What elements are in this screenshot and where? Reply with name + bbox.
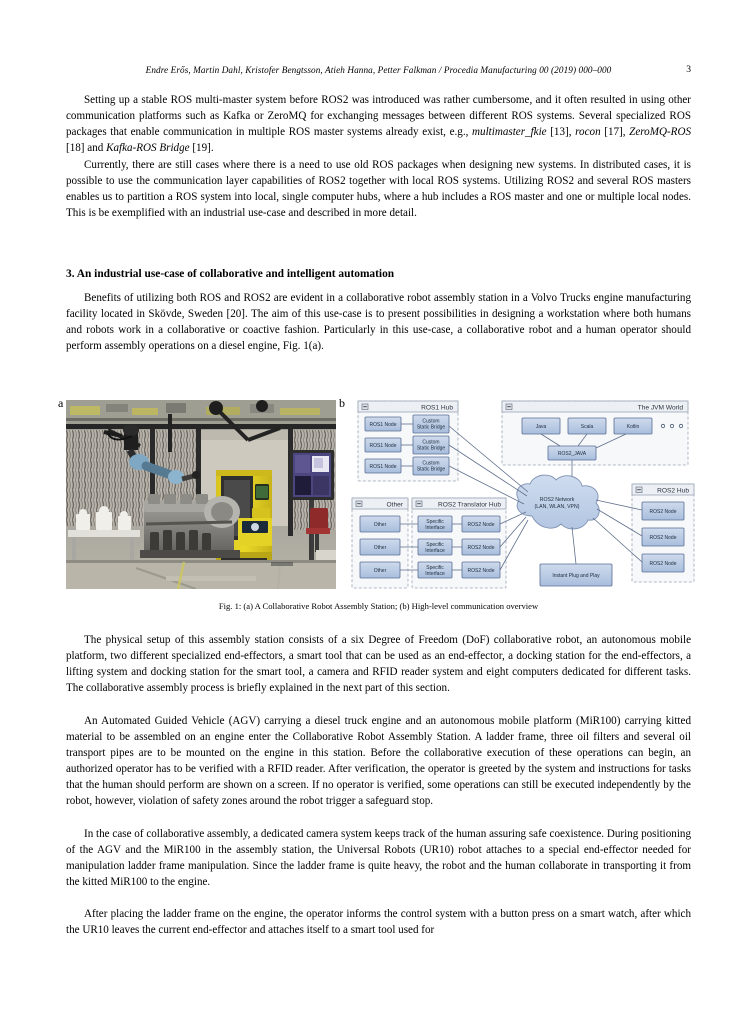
figure-diagram-communication-overview bbox=[350, 396, 698, 594]
svg-text:ROS2 Node: ROS2 Node bbox=[649, 535, 677, 541]
paragraph-block-5 bbox=[66, 713, 691, 810]
citation-multimaster-fkie: multimaster_fkie bbox=[472, 126, 547, 139]
section-heading-block bbox=[66, 266, 691, 282]
svg-text:ROS2 Network: ROS2 Network bbox=[539, 497, 575, 503]
paragraph-block-4 bbox=[66, 632, 691, 696]
svg-text:The JVM World: The JVM World bbox=[637, 404, 683, 412]
svg-text:Kotlin: Kotlin bbox=[626, 424, 640, 431]
svg-text:Other: Other bbox=[373, 545, 387, 552]
svg-text:Instant Plug and Play: Instant Plug and Play bbox=[552, 573, 600, 579]
running-head-authors: Endre Erős, Martin Dahl, Kristofer Bengtsson, Atieh Hanna, Petter Falkman / Procedia Manufacturing 00 (2019) 000–000 bbox=[145, 65, 612, 75]
svg-text:ROS1 Node: ROS1 Node bbox=[369, 443, 397, 450]
svg-text:ROS2_JAVA: ROS2_JAVA bbox=[557, 451, 587, 458]
svg-text:Interface: Interface bbox=[425, 547, 445, 554]
svg-text:ROS2 Translator Hub: ROS2 Translator Hub bbox=[437, 501, 501, 509]
svg-text:ROS2 Node: ROS2 Node bbox=[467, 568, 495, 575]
citation-kafka-ros-bridge: Kafka-ROS Bridge bbox=[106, 142, 190, 155]
svg-text:ROS1 Node: ROS1 Node bbox=[369, 464, 397, 471]
svg-text:ROS2 Node: ROS2 Node bbox=[649, 561, 677, 567]
svg-text:Java: Java bbox=[535, 424, 547, 431]
paragraph-block-7 bbox=[66, 906, 691, 938]
paragraph-4: The physical setup of this assembly station consists of a six Degree of Freedom (DoF) collaborative robot, an autonomous mobile platform, two different specialized end-effectors, a smart tool that can be used as an end-effector, a docking station for the end-effectors, a lifting system and docking station for the smart tool, a camera and RFID reader system and eight computers dedicated for different tasks. The collaborative assembly process is briefly explained in the next part of this section. bbox=[66, 634, 691, 695]
svg-text:Custom: Custom bbox=[422, 418, 440, 425]
page-number: 3 bbox=[686, 64, 691, 75]
paragraph-2: Currently, there are still cases where there is a need to use old ROS packages when designing new systems. In distributed cases, it is possible to use the communication layer capabilities of ROS2 together with local ROS systems. Utilizing ROS2 and several ROS masters enables us to partition a ROS system into local, single computer hubs, where a hub includes a ROS master and one or multiple local nodes. This is be exemplified with an industrial use-case and described in more detail. bbox=[66, 159, 691, 220]
svg-text:Specific: Specific bbox=[426, 565, 444, 571]
paragraph-5: An Automated Guided Vehicle (AGV) carrying a diesel truck engine and an autonomous mobile platform (MiR100) carrying kitted material to be assembled on an engine enter the Collaborative Robot Assembly Station. A ladder frame, three oil filters and several oil transport pipes are to be mounted on the engine in this station. Before the collaborative execution of these operations can begin, an authorized operator has to be verified with a RFID reader. After verification, the operator is greeted by the system and instructions for tasks that the human should perform are shown on a screen. If no operator is verified, some operations can still be executed independently by the robot, however, violation of safety zones around the robot trigger a safeguard stop. bbox=[66, 715, 691, 808]
paragraph-block-1 bbox=[66, 92, 691, 156]
paragraph-6: In the case of collaborative assembly, a dedicated camera system keeps track of the human assuring safe coexistence. During positioning of the AGV and the MiR100 in the assembly station, the Universal Robots (UR10) robot attaches to a special end-effector needed for manipulation ladder frame manipulation. Since the ladder frame is quite heavy, the robot and the human collaborate in transporting it from the kitted MiR100 to the engine. bbox=[66, 828, 691, 889]
figure-sublabel-a: a bbox=[58, 396, 64, 410]
figure-sublabel-b: b bbox=[339, 396, 345, 410]
group-ros2-hub bbox=[632, 484, 694, 582]
svg-text:Specific: Specific bbox=[426, 542, 444, 548]
section-heading-3: 3. An industrial use-case of collaborative and intelligent automation bbox=[66, 268, 395, 280]
paragraph-block-6 bbox=[66, 826, 691, 890]
svg-text:ROS1 Node: ROS1 Node bbox=[369, 422, 397, 429]
node-instant-plug-and-play bbox=[540, 564, 612, 586]
svg-text:Other: Other bbox=[386, 501, 403, 509]
svg-text:ROS1 Hub: ROS1 Hub bbox=[421, 404, 453, 412]
svg-text:Interface: Interface bbox=[425, 570, 445, 577]
citation-rocon: rocon bbox=[575, 126, 601, 139]
svg-text:Specific: Specific bbox=[426, 519, 444, 525]
figure-photo-assembly-station bbox=[66, 400, 336, 589]
svg-text:Other: Other bbox=[373, 568, 387, 575]
figure-1 bbox=[58, 392, 698, 597]
svg-text:Custom: Custom bbox=[422, 439, 440, 446]
svg-text:Static Bridge: Static Bridge bbox=[416, 424, 446, 431]
svg-text:ROS2 Node: ROS2 Node bbox=[467, 545, 495, 552]
group-other bbox=[352, 498, 408, 588]
paragraph-block-2 bbox=[66, 157, 691, 221]
citation-zeromq-ros: ZeroMQ-ROS bbox=[629, 126, 691, 139]
cloud-ros2-network bbox=[517, 475, 599, 529]
svg-text:Static Bridge: Static Bridge bbox=[416, 466, 446, 473]
group-jvm-world bbox=[502, 401, 688, 484]
svg-text:Static Bridge: Static Bridge bbox=[416, 445, 446, 452]
paragraph-block-3 bbox=[66, 290, 691, 354]
paragraph-7: After placing the ladder frame on the engine, the operator informs the control system with a button press on a smart watch, after which the UR10 leaves the current end-effector and attaches itself to a smart tool used for bbox=[66, 908, 691, 937]
paragraph-1-text: Setting up a stable ROS multi-master system before ROS2 was introduced was rather cumbersome, and it often resulted in using other communication platforms such as Kafka or ZeroMQ for exchanging messages between different ROS systems. Several specialized ROS packages that enable communication in multiple ROS master systems already exist, e.g., bbox=[66, 94, 691, 139]
svg-text:Interface: Interface bbox=[425, 524, 445, 531]
svg-text:ROS2 Node: ROS2 Node bbox=[649, 509, 677, 515]
paragraph-1-end: [19]. bbox=[189, 142, 214, 155]
paragraph-3: Benefits of utilizing both ROS and ROS2 are evident in a collaborative robot assembly station in a Volvo Trucks engine manufacturing facility located in Skövde, Sweden [20]. The aim of this use-case is to present possibilities in designing a workstation where both humans and robots work in a collaborative or coactive fashion. Particularly in this use-case, a collaborative robot and a human operator should perform assembly operations on a diesel engine, Fig. 1(a). bbox=[66, 292, 691, 353]
svg-text:Other: Other bbox=[373, 522, 387, 529]
paragraph-1 bbox=[66, 92, 691, 156]
paragraph-1-mid-1: [13], bbox=[546, 126, 576, 139]
group-ros1-hub bbox=[358, 401, 458, 481]
running-head bbox=[66, 62, 691, 78]
svg-text:ROS2 Node: ROS2 Node bbox=[467, 522, 495, 529]
figure-caption: Fig. 1: (a) A Collaborative Robot Assembly Station; (b) High-level communication overview bbox=[218, 601, 539, 611]
svg-text:ROS2 Hub: ROS2 Hub bbox=[657, 487, 689, 495]
svg-text:Scala: Scala bbox=[580, 424, 594, 431]
svg-text:Custom: Custom bbox=[422, 460, 440, 467]
paragraph-1-mid-3: [18] and bbox=[66, 142, 107, 155]
svg-text:(LAN, WLAN, VPN): (LAN, WLAN, VPN) bbox=[534, 504, 580, 510]
paragraph-1-mid-2: [17], bbox=[600, 126, 630, 139]
group-ros2-translator-hub bbox=[400, 498, 506, 588]
